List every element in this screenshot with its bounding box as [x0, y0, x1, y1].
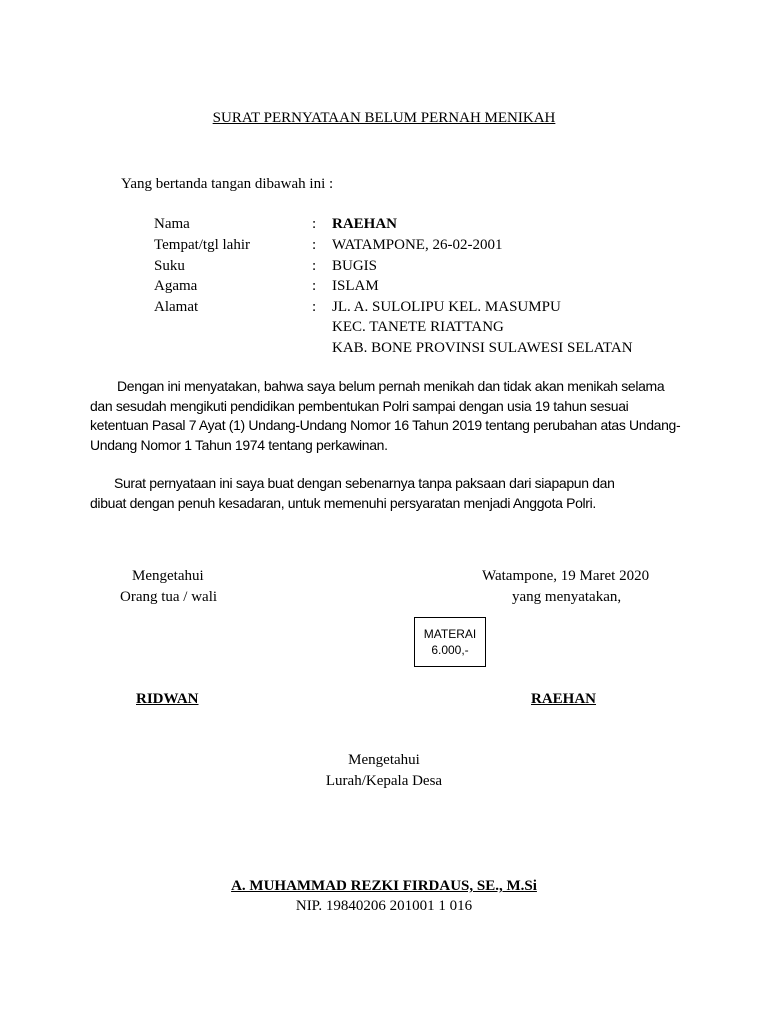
- field-colon: :: [312, 216, 317, 232]
- declaration-paragraph: Surat pernyataan ini saya buat dengan sebenarnya tanpa paksaan dari siapapun dan dibuat dengan penuh kesadaran, untuk memenuhi persyaratan menjadi Anggota Polri.: [90, 475, 615, 511]
- materai-label: MATERAI: [423, 627, 477, 641]
- official-acknowledge-label: Mengetahui: [348, 752, 420, 768]
- parent-name: RIDWAN: [136, 691, 199, 707]
- field-value-alamat-line3: KAB. BONE PROVINSI SULAWESI SELATAN: [332, 340, 633, 356]
- field-colon: :: [312, 258, 317, 274]
- field-label-suku: Suku: [154, 258, 185, 274]
- field-label-tempat-tgl-lahir: Tempat/tgl lahir: [154, 237, 251, 253]
- field-value-nama: RAEHAN: [332, 216, 398, 232]
- official-role-label: Lurah/Kepala Desa: [325, 773, 443, 789]
- field-value-alamat-line2: KEC. TANETE RIATTANG: [332, 319, 504, 335]
- field-colon: :: [312, 278, 317, 294]
- field-label-alamat: Alamat: [154, 299, 199, 315]
- materai-stamp-box: [414, 617, 486, 667]
- field-label-nama: Nama: [154, 216, 190, 232]
- field-value-suku: BUGIS: [332, 258, 378, 274]
- field-value-alamat: JL. A. SULOLIPU KEL. MASUMPU: [332, 299, 561, 315]
- document-title: SURAT PERNYATAAN BELUM PERNAH MENIKAH: [212, 110, 556, 126]
- parent-role-label: Orang tua / wali: [120, 589, 218, 605]
- official-name: A. MUHAMMAD REZKI FIRDAUS, SE., M.Si: [231, 878, 537, 894]
- field-colon: :: [312, 299, 317, 315]
- place-date: Watampone, 19 Maret 2020: [482, 568, 650, 584]
- parent-acknowledge-label: Mengetahui: [132, 568, 204, 584]
- declarant-label: yang menyatakan,: [512, 589, 622, 605]
- field-label-agama: Agama: [154, 278, 198, 294]
- declarant-name: RAEHAN: [531, 691, 597, 707]
- field-colon: :: [312, 237, 317, 253]
- intro-text: Yang bertanda tangan dibawah ini :: [121, 176, 334, 192]
- official-nip: NIP. 19840206 201001 1 016: [295, 898, 473, 914]
- field-value-tempat-tgl-lahir: WATAMPONE, 26-02-2001: [332, 237, 503, 253]
- statement-paragraph: Dengan ini menyatakan, bahwa saya belum pernah menikah dan tidak akan menikah selama dan sesudah mengikuti pendidikan pembentukan Polri sampai dengan usia 19 tahun sesuai ketentuan Pasal 7 Ayat (1) Undang-Undang Nomor 16 Tahun 2019 tentang perubahan atas Undang-Undang Nomor 1 Tahun 1974 tentang perkawinan.: [90, 378, 681, 453]
- materai-value: 6.000,-: [431, 643, 469, 657]
- field-value-agama: ISLAM: [332, 278, 379, 294]
